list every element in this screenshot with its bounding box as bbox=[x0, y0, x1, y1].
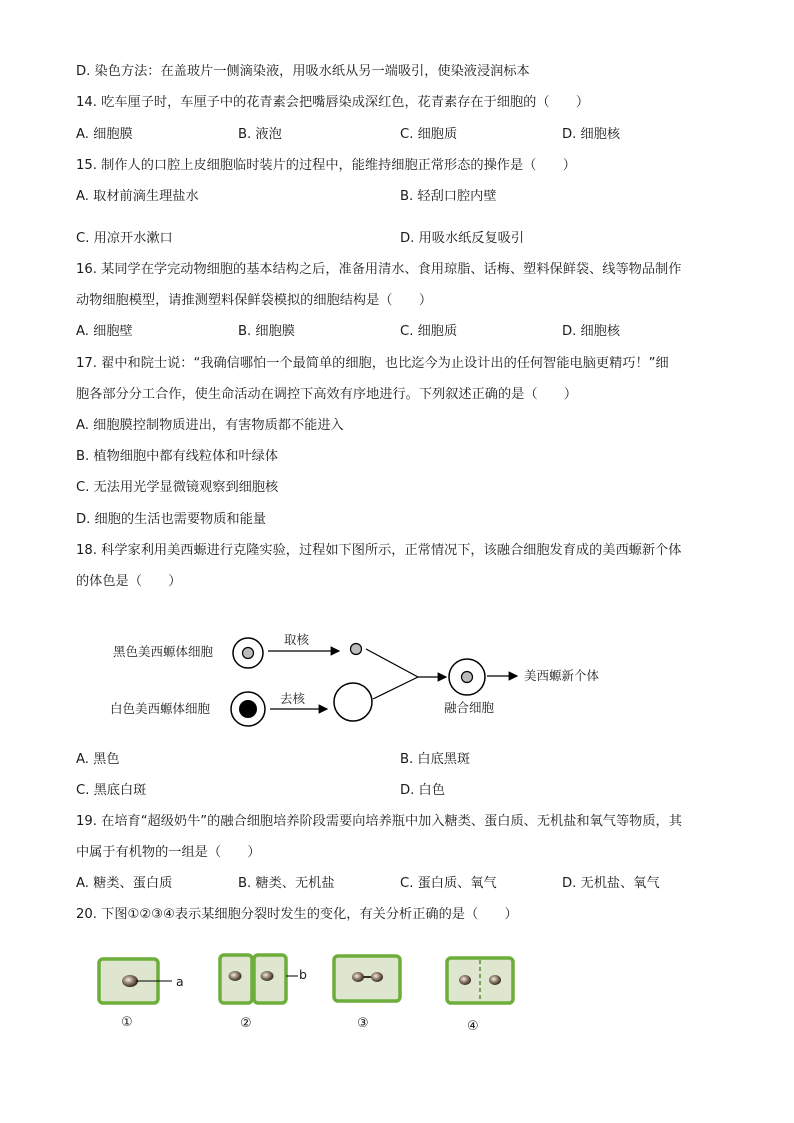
q15-option-b: B. 轻刮口腔内壁 bbox=[400, 189, 497, 204]
q18-option-c: C. 黑底白斑 bbox=[76, 783, 147, 798]
label-b: b bbox=[299, 967, 307, 982]
q14-option-a: A. 细胞膜 bbox=[76, 127, 133, 142]
cell-3-nucleus-left bbox=[352, 972, 364, 982]
q17-option-d: D. 细胞的生活也需要物质和能量 bbox=[76, 512, 266, 527]
q17-stem-line2: 胞各部分分工合作，使生命活动在调控下高效有序地进行。下列叙述正确的是（ ） bbox=[76, 387, 578, 402]
q16-stem-line2: 动物细胞模型，请推测塑料保鲜袋模拟的细胞结构是（ ） bbox=[76, 293, 433, 308]
q17-option-a: A. 细胞膜控制物质进出，有害物质都不能进入 bbox=[76, 418, 344, 433]
q14-stem: 14. 吃车厘子时，车厘子中的花青素会把嘴唇染成深红色，花青素存在于细胞的（ ） bbox=[76, 95, 590, 110]
cell-stage-4 bbox=[447, 958, 513, 1003]
fused-cell-label: 融合细胞 bbox=[444, 700, 495, 715]
q19-option-b: B. 糖类、无机盐 bbox=[238, 876, 335, 891]
cell-stage-1 bbox=[99, 959, 172, 1003]
q16-option-b: B. 细胞膜 bbox=[238, 324, 295, 339]
q15-option-a: A. 取材前滴生理盐水 bbox=[76, 189, 199, 204]
q16-stem-line1: 16. 某同学在学完动物细胞的基本结构之后，准备用清水、食用琼脂、话梅、塑料保鲜袋、线等物品制作 bbox=[76, 262, 682, 277]
q13-option-d: D. 染色方法：在盖玻片一侧滴染液，用吸水纸从另一端吸引，使染液浸润标本 bbox=[76, 64, 530, 79]
cell-2-nucleus-right bbox=[261, 971, 274, 981]
white-cell-label: 白色美西螈体细胞 bbox=[110, 701, 211, 716]
cell-4-nucleus-left bbox=[459, 975, 471, 985]
label-a: a bbox=[176, 974, 184, 989]
stage-number-4: ④ bbox=[467, 1019, 479, 1034]
cell-stage-2 bbox=[220, 955, 298, 1003]
cell-stage-3 bbox=[334, 956, 400, 1001]
stage-number-1: ① bbox=[121, 1015, 133, 1030]
q15-stem: 15. 制作人的口腔上皮细胞临时装片的过程中，能维持细胞正常形态的操作是（ ） bbox=[76, 158, 576, 173]
take-nucleus-label: 取核 bbox=[284, 632, 310, 647]
q17-option-c: C. 无法用光学显微镜观察到细胞核 bbox=[76, 480, 279, 495]
q18-stem-line1: 18. 科学家利用美西螈进行克隆实验，过程如下图所示，正常情况下，该融合细胞发育成的美西螈新个体 bbox=[76, 543, 682, 558]
cell-4-nucleus-right bbox=[489, 975, 501, 985]
q16-option-d: D. 细胞核 bbox=[562, 324, 621, 339]
q17-option-b: B. 植物细胞中都有线粒体和叶绿体 bbox=[76, 449, 279, 464]
q16-option-a: A. 细胞壁 bbox=[76, 324, 133, 339]
cell-2-nucleus-left bbox=[229, 971, 242, 981]
stage-number-2: ② bbox=[240, 1016, 252, 1031]
q14-option-d: D. 细胞核 bbox=[562, 127, 621, 142]
q18-option-b: B. 白底黑斑 bbox=[400, 752, 471, 767]
black-cell-label: 黑色美西螈体细胞 bbox=[113, 644, 214, 659]
q19-option-c: C. 蛋白质、氧气 bbox=[400, 876, 497, 891]
q16-option-c: C. 细胞质 bbox=[400, 324, 458, 339]
remove-nucleus-label: 去核 bbox=[280, 691, 306, 706]
q20-stem: 20. 下图①②③④表示某细胞分裂时发生的变化，有关分析正确的是（ ） bbox=[76, 907, 518, 922]
q14-option-b: B. 液泡 bbox=[238, 127, 282, 142]
q17-stem-line1: 17. 翟中和院士说：“我确信哪怕一个最简单的细胞，也比迄今为止设计出的任何智能电脑更精巧！”细 bbox=[76, 356, 669, 371]
q14-option-c: C. 细胞质 bbox=[400, 127, 458, 142]
q18-option-d: D. 白色 bbox=[400, 783, 445, 798]
q18-option-a: A. 黑色 bbox=[76, 752, 120, 767]
cell-3-nucleus-right bbox=[371, 972, 383, 982]
q18-stem-line2: 的体色是（ ） bbox=[76, 574, 182, 589]
q19-option-d: D. 无机盐、氧气 bbox=[562, 876, 660, 891]
stage-number-3: ③ bbox=[357, 1016, 369, 1031]
q19-option-a: A. 糖类、蛋白质 bbox=[76, 876, 173, 891]
q15-option-d: D. 用吸水纸反复吸引 bbox=[400, 231, 525, 246]
q19-stem-line1: 19. 在培育“超级奶牛”的融合细胞培养阶段需要向培养瓶中加入糖类、蛋白质、无机盐和氧气等物质，其 bbox=[76, 814, 682, 829]
q19-stem-line2: 中属于有机物的一组是（ ） bbox=[76, 845, 261, 860]
new-individual-label: 美西螈新个体 bbox=[524, 668, 600, 683]
q15-option-c: C. 用凉开水漱口 bbox=[76, 231, 173, 246]
cell-1-nucleus bbox=[122, 975, 138, 987]
